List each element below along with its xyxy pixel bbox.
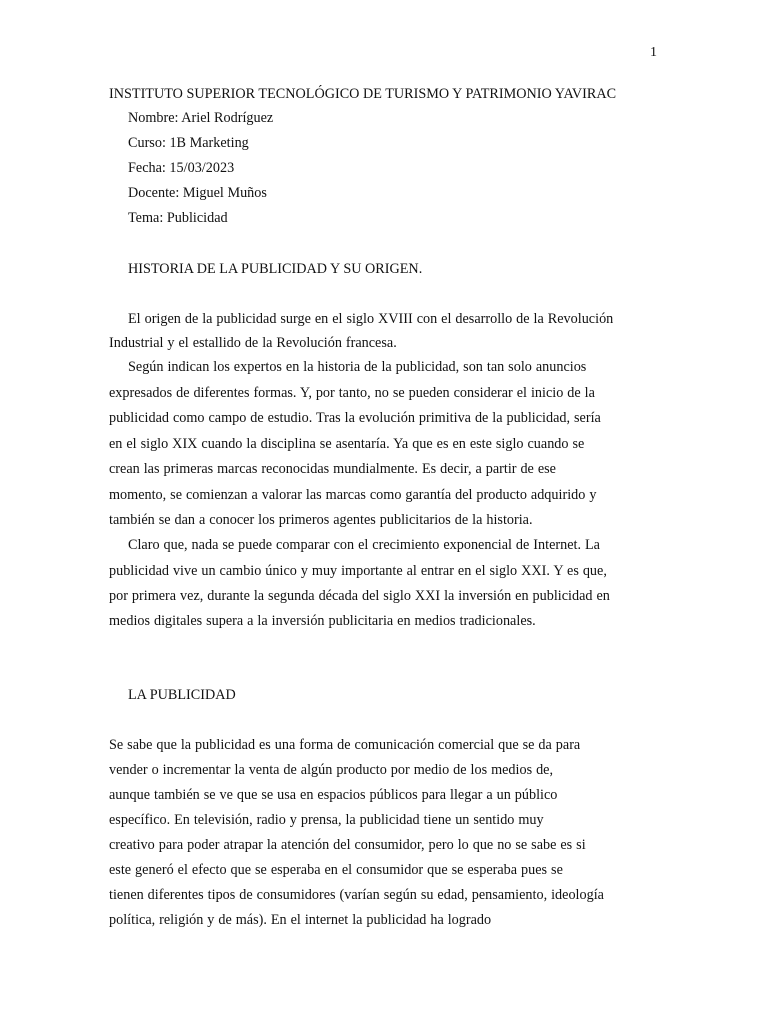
history-line: momento, se comienzan a valorar las marcas como garantía del producto adquirido y (109, 487, 597, 503)
history-line: Claro que, nada se puede comparar con el crecimiento exponencial de Internet. La (128, 537, 600, 553)
history-line: expresados de diferentes formas. Y, por tanto, no se pueden considerar el inicio de la (109, 385, 595, 401)
history-line: medios digitales supera a la inversión publicitaria en medios tradicionales. (109, 613, 536, 629)
publicity-line: específico. En televisión, radio y prensa, la publicidad tiene un sentido muy (109, 812, 544, 828)
course-field: Curso: 1B Marketing (128, 135, 249, 151)
institution-heading: INSTITUTO SUPERIOR TECNOLÓGICO DE TURISMO Y PATRIMONIO YAVIRAC (109, 86, 617, 102)
publicity-line: política, religión y de más). En el internet la publicidad ha logrado (109, 912, 492, 928)
publicity-line: Se sabe que la publicidad es una forma de comunicación comercial que se da para (109, 737, 581, 753)
section-publicity-title: LA PUBLICIDAD (128, 687, 236, 703)
student-name: Nombre: Ariel Rodríguez (128, 110, 274, 126)
page-number: 1 (650, 45, 657, 60)
publicity-line: vender o incrementar la venta de algún producto por medio de los medios de, (109, 762, 554, 778)
history-line: publicidad vive un cambio único y muy importante al entrar en el siglo XXI. Y es que, (109, 563, 607, 579)
topic-field: Tema: Publicidad (128, 210, 228, 226)
history-line: en el siglo XIX cuando la disciplina se asentaría. Ya que es en este siglo cuando se (109, 436, 585, 452)
history-line: también se dan a conocer los primeros agentes publicitarios de la historia. (109, 512, 533, 528)
history-line: publicidad como campo de estudio. Tras la evolución primitiva de la publicidad, sería (109, 410, 601, 426)
history-line: Según indican los expertos en la historia de la publicidad, son tan solo anuncios (128, 359, 587, 375)
history-line: crean las primeras marcas reconocidas mundialmente. Es decir, a partir de ese (109, 461, 556, 477)
teacher-field: Docente: Miguel Muños (128, 185, 267, 201)
history-line: Industrial y el estallido de la Revolución francesa. (109, 335, 397, 351)
history-line: por primera vez, durante la segunda década del siglo XXI la inversión en publicidad en (109, 588, 610, 604)
publicity-line: tienen diferentes tipos de consumidores (varían según su edad, pensamiento, ideología (109, 887, 604, 903)
publicity-line: aunque también se ve que se usa en espacios públicos para llegar a un público (109, 787, 558, 803)
publicity-line: este generó el efecto que se esperaba en el consumidor que se esperaba pues se (109, 862, 563, 878)
date-field: Fecha: 15/03/2023 (128, 160, 235, 176)
section-history-title: HISTORIA DE LA PUBLICIDAD Y SU ORIGEN. (128, 261, 423, 277)
history-line: El origen de la publicidad surge en el siglo XVIII con el desarrollo de la Revolución (128, 311, 614, 327)
publicity-line: creativo para poder atrapar la atención del consumidor, pero lo que no se sabe es si (109, 837, 586, 853)
